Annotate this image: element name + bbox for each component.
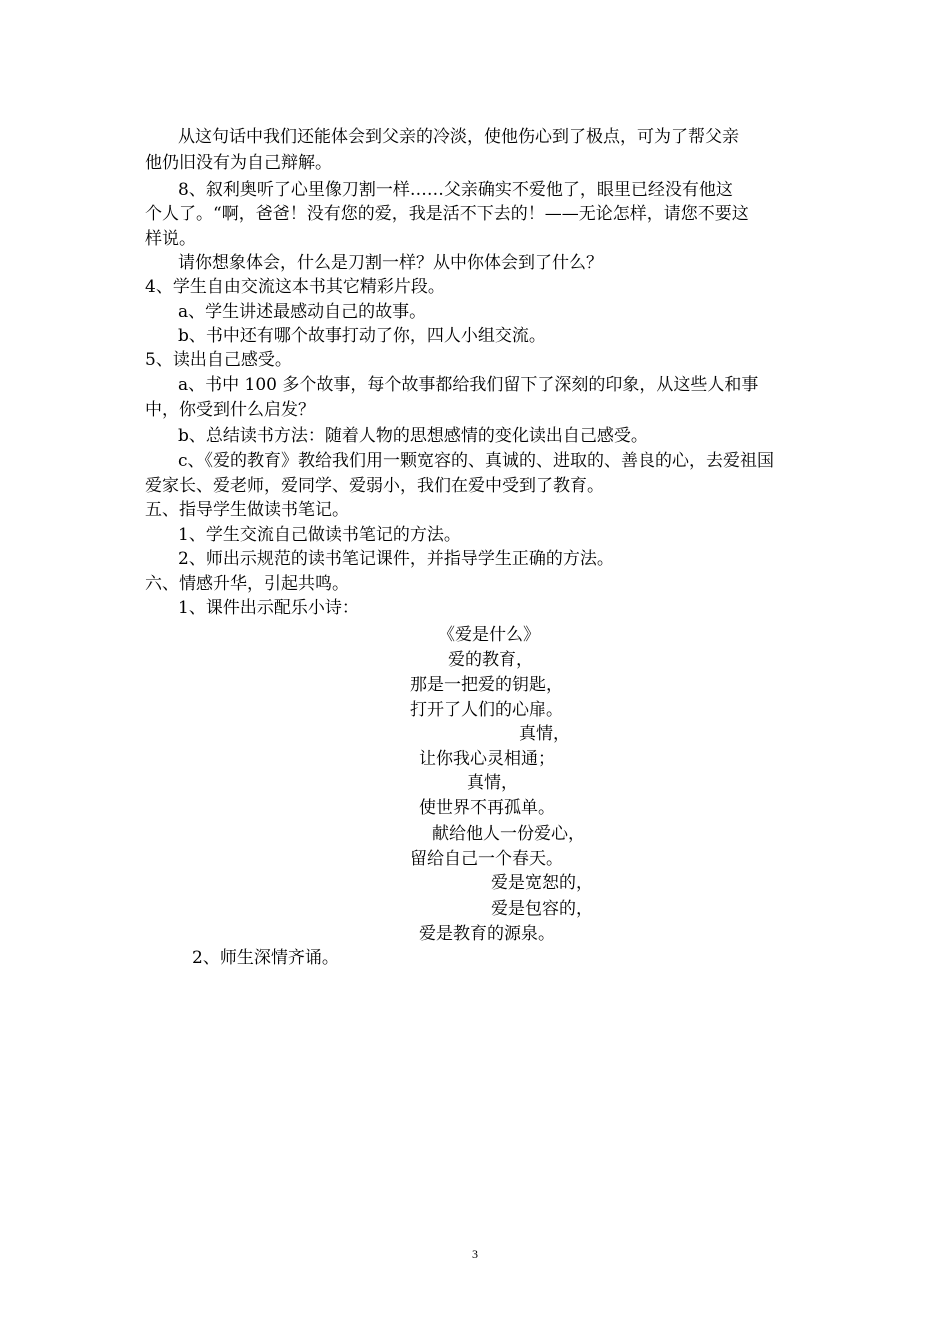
- poem-line-5: 让你我心灵相通；: [419, 749, 555, 769]
- body-line-1: 从这句话中我们还能体会到父亲的冷淡，使他伤心到了极点，可为了帮父亲: [178, 127, 739, 147]
- body-line-20: 1、课件出示配乐小诗：: [178, 598, 359, 618]
- poem-line-8: 献给他人一份爱心，: [432, 824, 585, 844]
- poem-line-10: 爱是宽恕的，: [491, 873, 593, 893]
- body-line-11: a、书中 100 多个故事，每个故事都给我们留下了深刻的印象，从这些人和事: [178, 375, 759, 395]
- body-line-7: 4、学生自由交流这本书其它精彩片段。: [145, 277, 445, 297]
- poem-line-2: 那是一把爱的钥匙，: [410, 675, 563, 695]
- poem-title: 《爱是什么》: [438, 625, 540, 645]
- body-line-3: 8、叙利奥听了心里像刀割一样……父亲确实不爱他了，眼里已经没有他这: [178, 180, 733, 200]
- page-number: 3: [472, 1247, 478, 1261]
- body-line-8: a、学生讲述最感动自己的故事。: [178, 302, 427, 322]
- body-line-19: 六、情感升华，引起共鸣。: [145, 574, 349, 594]
- body-line-4: 个人了。“啊，爸爸！没有您的爱，我是活不下去的！——无论怎样，请您不要这: [145, 204, 749, 224]
- body-line-5: 样说。: [145, 229, 196, 249]
- closing-line: 2、师生深情齐诵。: [192, 948, 339, 968]
- body-line-12: 中，你受到什么启发？: [145, 400, 315, 420]
- poem-line-11: 爱是包容的，: [491, 899, 593, 919]
- body-line-6: 请你想象体会，什么是刀割一样？从中你体会到了什么？: [178, 253, 603, 273]
- body-line-14: c、《爱的教育》教给我们用一颗宽容的、真诚的、进取的、善良的心，去爱祖国: [178, 451, 775, 471]
- body-line-9: b、书中还有哪个故事打动了你，四人小组交流。: [178, 326, 546, 346]
- body-line-17: 1、学生交流自己做读书笔记的方法。: [178, 525, 461, 545]
- poem-line-12: 爱是教育的源泉。: [419, 924, 555, 944]
- body-line-13: b、总结读书方法：随着人物的思想感情的变化读出自己感受。: [178, 426, 648, 446]
- body-line-2: 他仍旧没有为自己辩解。: [145, 153, 332, 173]
- poem-line-9: 留给自己一个春天。: [410, 849, 563, 869]
- poem-line-3: 打开了人们的心扉。: [410, 700, 563, 720]
- poem-line-1: 爱的教育，: [448, 650, 533, 670]
- body-line-10: 5、读出自己感受。: [145, 350, 292, 370]
- poem-line-4: 真情，: [519, 724, 570, 744]
- body-line-16: 五、指导学生做读书笔记。: [145, 500, 349, 520]
- poem-line-6: 真情，: [467, 773, 518, 793]
- poem-line-7: 使世界不再孤单。: [419, 798, 555, 818]
- body-line-15: 爱家长、爱老师，爱同学、爱弱小，我们在爱中受到了教育。: [145, 476, 604, 496]
- body-line-18: 2、师出示规范的读书笔记课件，并指导学生正确的方法。: [178, 549, 614, 569]
